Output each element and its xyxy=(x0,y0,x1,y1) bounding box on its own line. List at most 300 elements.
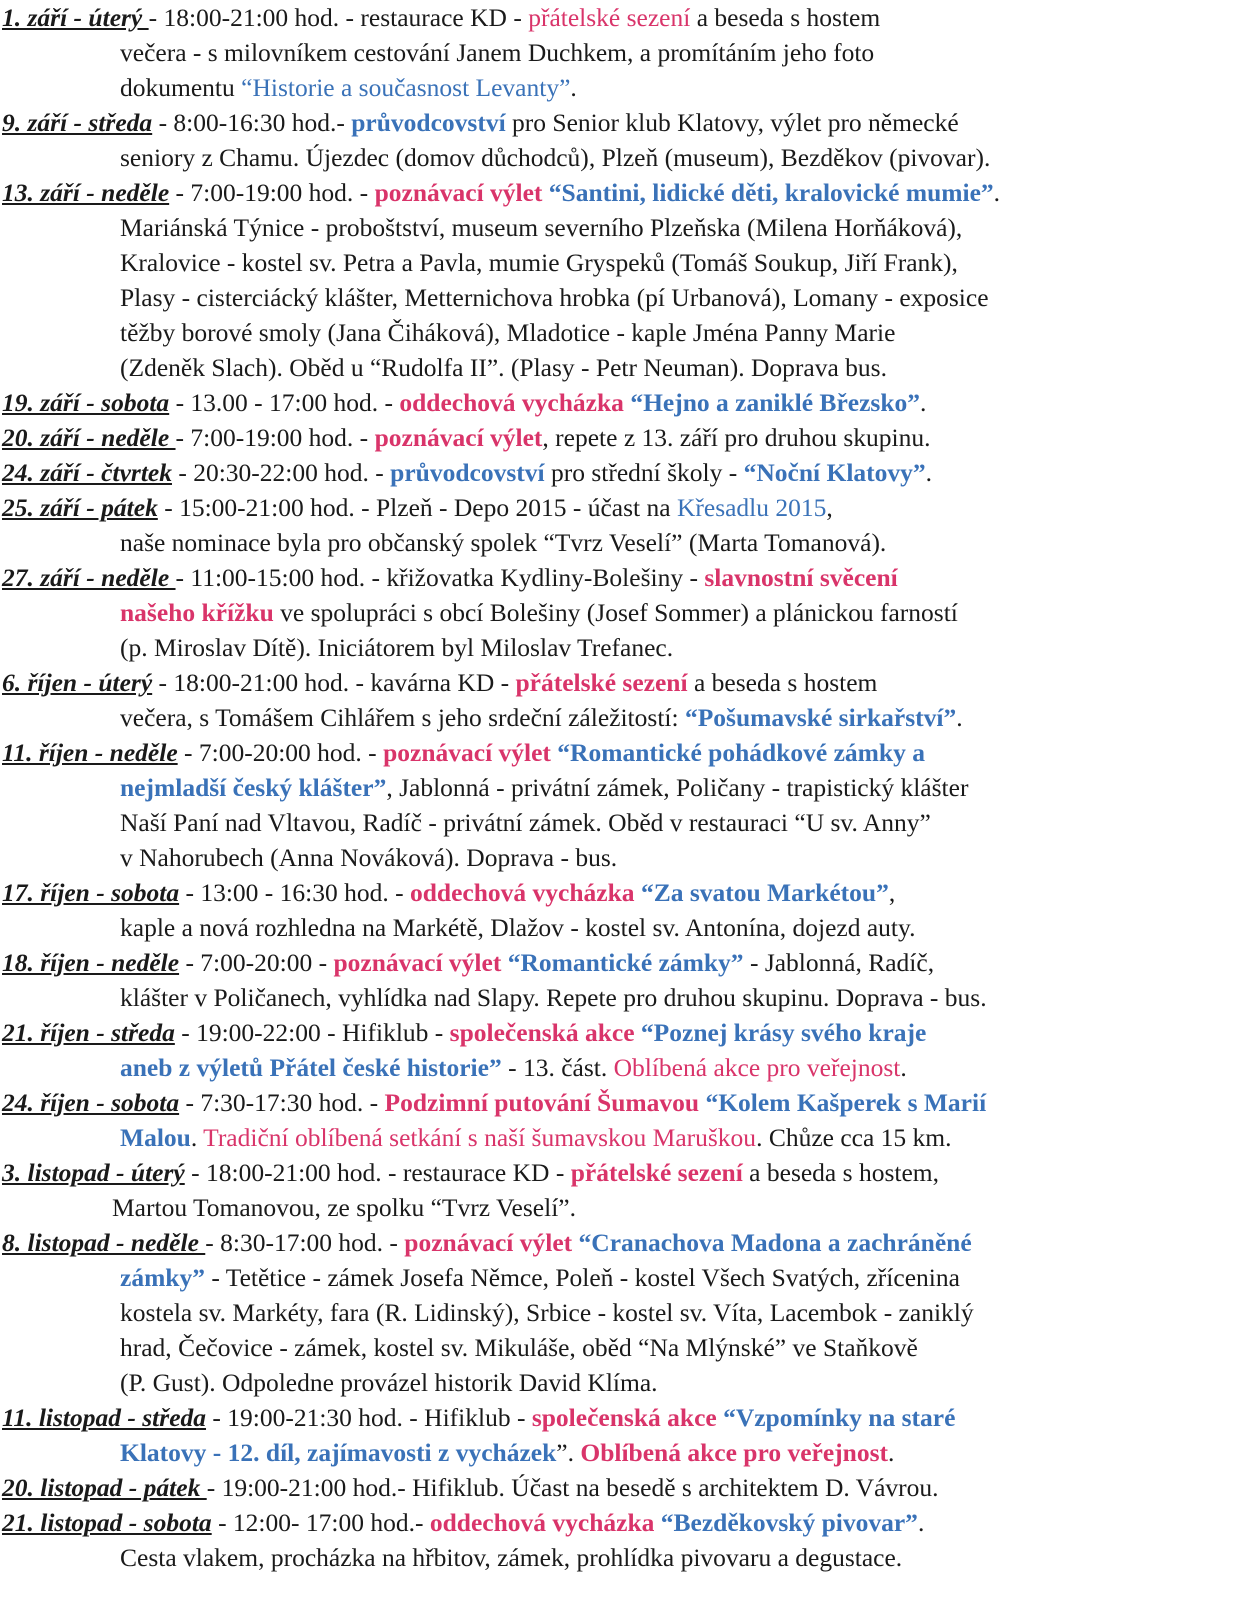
event-text: “Romantické zámky” xyxy=(507,948,744,977)
event-detail-line xyxy=(2,630,1247,665)
event-text: klášter v Poličanech, vyhlídka nad Slapy. Repete pro druhou skupinu. Doprava - bus. xyxy=(120,983,987,1012)
event-text: těžby borové smoly ( xyxy=(120,318,336,347)
event-date: 25. září - pátek xyxy=(2,493,158,522)
event-detail-line xyxy=(2,210,1247,245)
event-date: 17. říjen - sobota xyxy=(2,878,180,907)
event-text: “Cranachova Madona a zachráněné xyxy=(578,1228,972,1257)
event-text: . xyxy=(569,1193,576,1222)
event-text: - 11:00-15:00 hod. - xyxy=(175,563,387,592)
event-text: . xyxy=(925,458,933,487)
event-text: Urbanová xyxy=(671,283,772,312)
event-text: poznávací výlet xyxy=(383,738,551,767)
event-text: našeho křížku xyxy=(120,598,274,627)
event-entry xyxy=(2,1085,1247,1155)
event-text: D. Vávrou xyxy=(824,1473,933,1502)
event-date: 20. září - neděle xyxy=(2,423,176,452)
event-date: 8. listopad - neděle xyxy=(2,1228,206,1257)
event-text: (p. xyxy=(120,633,154,662)
event-text: Marta Tomanová xyxy=(697,528,872,557)
event-heading-line xyxy=(2,0,1247,35)
event-text: Podzimní putování Šumavou xyxy=(384,1088,700,1117)
event-text: společenská akce xyxy=(531,1403,717,1432)
event-text: - 15:00-21:00 hod. - xyxy=(157,493,376,522)
event-entry xyxy=(2,560,1247,665)
event-text: “Kolem Kašperek s Marií xyxy=(705,1088,987,1117)
event-text: - 7:00-20:00 - xyxy=(179,948,334,977)
event-text: pro střední školy - xyxy=(544,458,744,487)
event-text: s hostem xyxy=(783,3,881,32)
event-text: Čečovice xyxy=(178,1333,273,1362)
event-text: ). Iniciátorem byl xyxy=(296,633,481,662)
event-text: Dlažov xyxy=(490,913,564,942)
event-text: Radíč xyxy=(868,948,928,977)
event-heading-line xyxy=(2,735,1247,770)
event-text: Miroslav Dítě xyxy=(154,633,297,662)
event-text: ). Doprava - bus. xyxy=(445,843,618,872)
event-text: ). Doprava bus. xyxy=(729,353,887,382)
event-text: s hostem xyxy=(781,668,878,697)
event-entry xyxy=(2,490,1247,560)
event-text: s jeho srdeční záležitostí: xyxy=(415,703,685,732)
event-text: - 20:30-22:00 hod. - xyxy=(171,458,391,487)
event-text: přátelské sezení xyxy=(570,1158,743,1187)
event-entry xyxy=(2,735,1247,875)
event-heading-line xyxy=(2,1470,1247,1505)
event-text: - 19:00-21:30 hod. - Hifiklub - xyxy=(206,1403,532,1432)
event-heading-line xyxy=(2,1225,1247,1260)
event-text: společenská akce xyxy=(449,1018,635,1047)
event-text: . xyxy=(993,178,1001,207)
event-text: Milena Horňáková xyxy=(755,213,948,242)
event-text: ” xyxy=(556,1438,568,1467)
event-text: ), xyxy=(771,283,794,312)
event-text: ), xyxy=(504,1298,527,1327)
event-detail-line xyxy=(2,840,1247,875)
event-detail-line xyxy=(2,315,1247,350)
event-detail-line xyxy=(2,595,1247,630)
event-text: křižovatka Kydliny-Bolešiny xyxy=(386,563,684,592)
event-text: - zámek, kostel sv. Mikuláše, oběd xyxy=(272,1333,639,1362)
event-text: kaple a nová rozhledna na Markétě, xyxy=(120,913,491,942)
event-text: poznávací výlet xyxy=(333,948,502,977)
event-text: - kaple Jména Panny Marie xyxy=(610,318,896,347)
event-text: Plzeň xyxy=(375,493,433,522)
event-entry xyxy=(2,385,1247,420)
event-text: Janem Duchkem xyxy=(456,38,627,67)
event-text: restaurace KD xyxy=(360,3,507,32)
event-text: a xyxy=(687,668,712,697)
event-text: - 7:30-17:30 hod. - xyxy=(179,1088,385,1117)
event-text: Petr Neuman xyxy=(595,353,730,382)
event-text: “Pošumavské sirkařství” xyxy=(684,703,957,732)
event-text: Oblíbená akce pro veřejnost xyxy=(580,1438,889,1467)
event-text: - 7:00-20:00 hod. - xyxy=(177,738,384,767)
event-detail-line xyxy=(2,35,1247,70)
event-text: - kostel sv. Víta, xyxy=(591,1298,770,1327)
event-text: “U sv. Anny” xyxy=(794,808,931,837)
event-text: - exposice xyxy=(878,283,989,312)
event-text: - 18:00-21:00 hod. - xyxy=(148,3,361,32)
event-text: Poličany xyxy=(675,773,766,802)
event-text: (domov důchodců) xyxy=(389,143,589,172)
event-date: 11. říjen - neděle xyxy=(2,738,178,767)
event-heading-line xyxy=(2,1155,1247,1190)
event-heading-line xyxy=(2,560,1247,595)
event-text: , ze spolku xyxy=(314,1193,431,1222)
event-entry xyxy=(2,1155,1247,1225)
event-text: Cesta vlakem, procházka na hřbitov, zámek, prohlídka pivovaru a degustace. xyxy=(120,1543,903,1572)
event-date: 21. listopad - sobota xyxy=(2,1508,212,1537)
event-text: a xyxy=(742,1158,767,1187)
event-text: přátelské sezení xyxy=(528,3,691,32)
event-text: ), xyxy=(943,248,958,277)
event-text: Křesadlu 2015 xyxy=(676,493,827,522)
event-entry xyxy=(2,945,1247,1015)
event-heading-line xyxy=(2,175,1247,210)
event-heading-line xyxy=(2,105,1247,140)
event-text: - privátní zámek. Oběd v restauraci xyxy=(421,808,795,837)
event-text: účast xyxy=(587,493,641,522)
event-text: nejmladší český klášter” xyxy=(120,773,387,802)
event-text: “Rudolfa II” xyxy=(369,353,499,382)
event-text: - 12:00- 17:00 hod.- xyxy=(211,1508,430,1537)
event-detail-line xyxy=(2,1260,1247,1295)
event-detail-line xyxy=(2,350,1247,385)
event-detail-line xyxy=(2,805,1247,840)
event-text: - kostel sv. Antonína, dojezd auty. xyxy=(563,913,916,942)
event-text: - 13. část. xyxy=(501,1053,614,1082)
event-text: ). Oběd u xyxy=(268,353,370,382)
event-text: , a promítáním jeho foto xyxy=(627,38,875,67)
event-text: . xyxy=(932,1473,939,1502)
event-text: Josef Sommer xyxy=(595,598,741,627)
event-text: . xyxy=(666,633,674,662)
event-heading-line xyxy=(2,420,1247,455)
event-text: “Bezděkovský pivovar” xyxy=(660,1508,918,1537)
event-date: 6. říjen - úterý xyxy=(2,668,153,697)
event-text: Chamu xyxy=(219,143,293,172)
event-text: - 7:00-19:00 hod. - xyxy=(169,178,375,207)
event-text: Martou Tomanovou xyxy=(112,1193,315,1222)
event-text: ( xyxy=(120,353,129,382)
event-text: kostela sv. Markéty, fara ( xyxy=(120,1298,385,1327)
event-entry xyxy=(2,1015,1247,1085)
event-text: ( xyxy=(682,528,698,557)
event-entry xyxy=(2,1400,1247,1470)
event-date: 27. září - neděle xyxy=(2,563,176,592)
event-text: Lacembok xyxy=(769,1298,878,1327)
event-text: Radíč xyxy=(362,808,422,837)
event-text: “Vzpomínky na staré xyxy=(723,1403,956,1432)
event-text: - kostel Všech Svatých, zřícenina xyxy=(613,1263,960,1292)
event-text: Bezděkov xyxy=(780,143,883,172)
event-text: večera, s xyxy=(120,703,216,732)
event-text: - trapistický klášter xyxy=(765,773,969,802)
event-entry xyxy=(2,175,1247,385)
event-text: aneb z výletů Přátel české historie” xyxy=(120,1053,502,1082)
event-detail-line xyxy=(2,1540,1247,1575)
event-date: 9. září - středa xyxy=(2,108,153,137)
event-text: Miloslav Trefanec xyxy=(480,633,667,662)
event-text: oddechová vycházka xyxy=(399,388,624,417)
event-text: . xyxy=(920,388,927,417)
event-date: 21. říjen - středa xyxy=(2,1018,175,1047)
event-text: poznávací výlet xyxy=(404,1228,573,1257)
event-text: , Plzeň xyxy=(588,143,659,172)
event-text: - xyxy=(683,563,705,592)
event-text: beseda xyxy=(714,3,784,32)
event-text: seniory z xyxy=(120,143,220,172)
event-text: v xyxy=(120,843,140,872)
event-text: a xyxy=(690,3,715,32)
event-text: ( xyxy=(120,1368,129,1397)
event-text: ). xyxy=(871,528,887,557)
event-text: “Za svatou Markétou” xyxy=(640,878,889,907)
event-text: hrad, xyxy=(120,1333,179,1362)
event-text: “Historie a současnost Levanty” xyxy=(241,73,571,102)
event-text: - xyxy=(205,1263,226,1292)
event-text: . (Plasy - xyxy=(498,353,596,382)
event-text: oddechová vycházka xyxy=(410,878,635,907)
event-entry xyxy=(2,875,1247,945)
event-text: Hifiklub xyxy=(412,1473,499,1502)
event-text: , xyxy=(542,423,556,452)
event-text: večera - s milovníkem cestování xyxy=(120,38,457,67)
event-text: Jana Čiháková xyxy=(336,318,486,347)
event-text: - 8:30-17:00 hod. - xyxy=(205,1228,405,1257)
event-text: ) a plánickou farností xyxy=(740,598,958,627)
event-text: , xyxy=(831,248,845,277)
event-heading-line xyxy=(2,385,1247,420)
event-text: oddechová vycházka xyxy=(429,1508,655,1537)
event-text: Mariánská Týnice xyxy=(120,213,305,242)
event-entry xyxy=(2,420,1247,455)
event-text: - 18:00-21:00 hod. - xyxy=(152,668,371,697)
event-text: kavárna KD xyxy=(370,668,495,697)
event-text: - 18:00-21:00 hod. - xyxy=(184,1158,403,1187)
event-text: - privátní zámek, xyxy=(489,773,676,802)
event-text: průvodcovství xyxy=(351,108,506,137)
event-entry xyxy=(2,1505,1247,1575)
event-heading-line xyxy=(2,490,1247,525)
event-text: . xyxy=(292,143,306,172)
event-text: . xyxy=(956,703,963,732)
event-text: “Poznej krásy svého kraje xyxy=(640,1018,927,1047)
event-entry xyxy=(2,455,1247,490)
event-text: - zaniklý xyxy=(877,1298,974,1327)
event-detail-line xyxy=(2,525,1247,560)
event-text: ve spolupráci s obcí Bolešiny ( xyxy=(273,598,596,627)
event-text: - xyxy=(506,3,529,32)
event-text: beseda xyxy=(766,1158,837,1187)
event-text: Tetětice xyxy=(225,1263,307,1292)
event-text: . xyxy=(190,1123,204,1152)
event-heading-line xyxy=(2,1015,1247,1050)
event-text: - 7:00-19:00 hod. - xyxy=(175,423,375,452)
event-detail-line xyxy=(2,70,1247,105)
event-text: Naší Paní nad Vltavou, xyxy=(120,808,363,837)
event-detail-line xyxy=(2,280,1247,315)
event-heading-line xyxy=(2,1085,1247,1120)
event-text: slavnostní svěcení xyxy=(704,563,898,592)
event-entry xyxy=(2,1225,1247,1400)
event-heading-line xyxy=(2,455,1247,490)
event-detail-line xyxy=(2,1330,1247,1365)
event-date: 11. listopad - středa xyxy=(2,1403,207,1432)
event-text: , výlet pro německé xyxy=(757,108,959,137)
event-text: na xyxy=(640,493,677,522)
event-text: “Romantické pohádkové zámky a xyxy=(557,738,925,767)
event-text: Nahorubech xyxy=(139,843,264,872)
event-text: ve xyxy=(786,1333,823,1362)
event-text: - xyxy=(743,948,765,977)
event-text: Tomáš Soukup xyxy=(679,248,832,277)
event-text: “Na Mlýnské” xyxy=(638,1333,787,1362)
event-text: dokumentu xyxy=(120,73,242,102)
event-text: Zdeněk Slach xyxy=(128,353,268,382)
event-text: ), xyxy=(485,318,507,347)
event-text: R. Lidinský xyxy=(384,1298,505,1327)
event-text: Klatovy - 12. díl, zajímavosti z vycházek xyxy=(120,1438,557,1467)
event-text: Poleň xyxy=(555,1263,614,1292)
event-detail-line xyxy=(2,1435,1247,1470)
event-detail-line xyxy=(2,980,1247,1015)
event-text: Jiří Frank xyxy=(844,248,944,277)
event-text: - 13.00 - 17:00 hod. - xyxy=(169,388,400,417)
event-text: - 19:00-22:00 - xyxy=(174,1018,342,1047)
event-text: , xyxy=(888,878,896,907)
event-text: - xyxy=(549,1158,571,1187)
event-text: “Noční Klatovy” xyxy=(743,458,926,487)
event-text: repete xyxy=(555,423,618,452)
event-date: 20. listopad - pátek xyxy=(2,1473,207,1502)
event-text: Plasy xyxy=(120,283,176,312)
event-text: ), xyxy=(947,213,963,242)
event-detail-line xyxy=(2,910,1247,945)
event-text: , xyxy=(927,948,935,977)
event-date: 19. září - sobota xyxy=(2,388,170,417)
event-detail-line xyxy=(2,1050,1247,1085)
event-text: Oblíbená akce pro veřejnost xyxy=(613,1053,901,1082)
event-text: Účast na besedě xyxy=(511,1473,676,1502)
event-text: Senior klub Klatovy xyxy=(552,108,758,137)
event-text: - Depo 2015 - xyxy=(432,493,588,522)
event-text: Tradiční oblíbená setkání s naší šumavskou Maruškou xyxy=(203,1123,757,1152)
event-text: , xyxy=(386,773,400,802)
event-detail-line xyxy=(2,1295,1247,1330)
event-date: 24. září - čtvrtek xyxy=(2,458,172,487)
event-entry xyxy=(2,1470,1247,1505)
event-text: . xyxy=(567,1438,581,1467)
event-text: Lomany xyxy=(793,283,879,312)
event-text: - cisterciácký klášter, Metternichova hrobka (pí xyxy=(175,283,672,312)
event-detail-line xyxy=(2,1120,1247,1155)
event-detail-line xyxy=(2,1365,1247,1400)
event-text: - xyxy=(494,668,516,697)
event-text: ( xyxy=(263,843,279,872)
event-entry xyxy=(2,105,1247,175)
event-detail-line xyxy=(2,770,1247,805)
event-text: . xyxy=(900,1053,907,1082)
event-text: Malou xyxy=(120,1123,191,1152)
event-detail-line xyxy=(2,700,1247,735)
event-entry xyxy=(2,0,1247,105)
event-text: poznávací výlet xyxy=(374,178,543,207)
event-text: “Hejno a zaniklé Březsko” xyxy=(630,388,921,417)
event-date: 13. září - neděle xyxy=(2,178,170,207)
event-text: “Tvrz Veselí” xyxy=(430,1193,570,1222)
event-text: - kostel sv. Petra a Pavla, mumie Gryspeků ( xyxy=(220,248,680,277)
event-text: Jablonná xyxy=(399,773,490,802)
event-text: zámky” xyxy=(120,1263,205,1292)
event-text: (pivovar). xyxy=(882,143,991,172)
event-text: Újezdec xyxy=(305,143,390,172)
event-text: Kralovice xyxy=(120,248,221,277)
event-heading-line xyxy=(2,1505,1247,1540)
event-text: Jablonná xyxy=(764,948,856,977)
event-text: , xyxy=(826,493,833,522)
event-text: průvodcovství xyxy=(390,458,545,487)
event-detail-line xyxy=(2,140,1247,175)
event-text: Anna Nováková xyxy=(278,843,446,872)
event-text: . xyxy=(917,1508,925,1537)
event-text: “Santini, lidické děti, kralovické mumie” xyxy=(548,178,994,207)
event-text: s hostem, xyxy=(836,1158,939,1187)
event-heading-line xyxy=(2,945,1247,980)
event-text: , xyxy=(855,948,869,977)
event-text: . xyxy=(570,73,577,102)
event-text: . xyxy=(888,1438,895,1467)
event-text: restaurace KD xyxy=(402,1158,550,1187)
event-text: “Tvrz Veselí” xyxy=(543,528,683,557)
event-text: , xyxy=(542,1263,556,1292)
event-detail-line xyxy=(2,1190,1247,1225)
event-text: P. Gust xyxy=(128,1368,201,1397)
event-text: - xyxy=(428,1018,450,1047)
event-text: s architektem xyxy=(675,1473,825,1502)
event-text: Staňkově xyxy=(822,1333,918,1362)
event-text: . Chůze cca 15 km. xyxy=(756,1123,952,1152)
event-text: (museum), xyxy=(658,143,781,172)
event-text: Hifiklub xyxy=(342,1018,429,1047)
event-text: - 19:00-21:00 hod.- xyxy=(206,1473,413,1502)
event-text: naše nominace byla pro občanský spolek xyxy=(120,528,544,557)
event-text: . xyxy=(498,1473,512,1502)
event-text: přátelské sezení xyxy=(515,668,688,697)
event-text: poznávací výlet xyxy=(374,423,543,452)
event-text: ). Odpoledne provázel historik xyxy=(200,1368,519,1397)
event-text: - 13:00 - 16:30 hod. - xyxy=(179,878,410,907)
event-detail-line xyxy=(2,245,1247,280)
event-heading-line xyxy=(2,875,1247,910)
event-heading-line xyxy=(2,1400,1247,1435)
event-text: David Klíma xyxy=(518,1368,652,1397)
event-heading-line xyxy=(2,665,1247,700)
event-entry xyxy=(2,665,1247,735)
event-text: . xyxy=(651,1368,658,1397)
event-date: 24. říjen - sobota xyxy=(2,1088,180,1117)
event-text: - 8:00-16:30 hod.- xyxy=(152,108,352,137)
event-text: pro xyxy=(505,108,553,137)
event-text: - proboštství, museum severního Plzeňska ( xyxy=(304,213,756,242)
event-text: beseda xyxy=(711,668,782,697)
event-date: 18. říjen - neděle xyxy=(2,948,180,977)
event-text: Josefa Němce xyxy=(400,1263,543,1292)
event-text: Srbice xyxy=(526,1298,592,1327)
event-date: 1. září - úterý xyxy=(2,3,149,32)
event-text: z 13. září pro druhou skupinu. xyxy=(617,423,931,452)
event-date: 3. listopad - úterý xyxy=(2,1158,185,1187)
